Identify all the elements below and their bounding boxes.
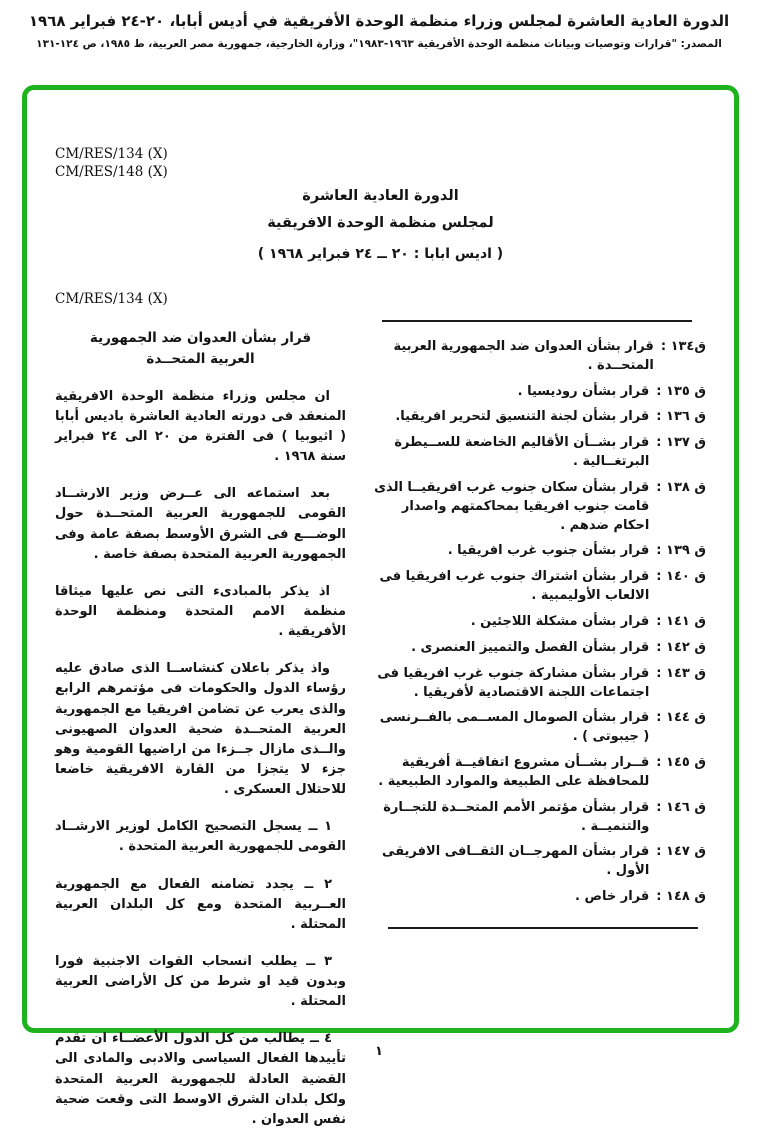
toc-item-143 <box>372 665 706 703</box>
two-column-layout <box>55 316 706 1130</box>
toc-label: ق ١٣٨ : <box>656 479 706 495</box>
toc-item-147 <box>372 843 706 881</box>
resolution-title-line1: قرار بشأن العدوان ضد الجمهورية <box>89 329 312 346</box>
toc-item-139 <box>372 542 706 561</box>
session-date: ( اديس ابابا : ٢٠ ــ ٢٤ فبراير ١٩٦٨ ) <box>257 245 504 262</box>
toc-text: قرار بشــأن الأقاليم الخاضعة للســيطرة البرتغــالية . <box>394 435 650 470</box>
toc-label: ق ١٤٠ : <box>656 569 706 585</box>
page-number: ١ <box>375 1044 383 1059</box>
source-citation: المصدر: "قرارات وتوصيات وبيانات منظمة الوحدة الأفريقية ١٩٦٣-١٩٨٣"، وزارة الخارجية، جمهورية مصر العربية، ط ١٩٨٥، ص ١٢٤-١٣١ <box>36 38 722 50</box>
toc-item-137 <box>372 434 706 472</box>
toc-item-140 <box>372 568 706 606</box>
reference-number-section: CM/RES/134 (X) <box>55 290 168 307</box>
toc-text: قرار بشأن العدوان ضد الجمهورية العربية المتحــدة . <box>393 338 654 373</box>
toc-text: قرار بشأن روديسيا . <box>517 383 650 399</box>
divider-bottom <box>388 927 698 929</box>
toc-label: ق ١٤٨ : <box>656 889 706 905</box>
toc-item-142 <box>372 639 706 658</box>
toc-text: قرار بشأن الصومال المســمى بالفــرنسى ( جيبوتى ) . <box>379 710 650 745</box>
toc-text: قرار بشأن المهرجــان الثقــافى الافريقى الأول . <box>382 844 650 879</box>
toc-label: ق ١٤٤ : <box>656 710 706 726</box>
toc-item-135 <box>372 383 706 402</box>
preamble-paragraph: بعد استماعه الى عــرض وزير الارشــاد القومى للجمهورية العربية المتحــدة حول الوضـــع فى الشرق الأوسط بصفة عامة وفى الجمهورية العربية المتحدة بصفة خاصة . <box>55 486 346 562</box>
toc-label: ق ١٣٦ : <box>656 409 706 425</box>
toc-label: ق ١٤١ : <box>656 613 706 629</box>
reference-cm-res-134: CM/RES/134 (X) <box>55 146 168 162</box>
toc-item-144 <box>372 709 706 747</box>
reference-cm-res-148: CM/RES/148 (X) <box>55 164 168 181</box>
toc-label: ق ١٣٩ : <box>656 543 706 559</box>
toc-label: ق ١٤٦ : <box>656 799 706 815</box>
resolutions-list-column <box>372 316 706 1130</box>
toc-item-145 <box>372 754 706 792</box>
scan-header <box>0 12 758 50</box>
session-header-title: الدورة العادية العاشرة لمجلس وزراء منظمة الوحدة الأفريقية في أديس أبابا، ٢٠-٢٤ فبراير ١٩٦٨ <box>28 12 730 30</box>
toc-text: قرار بشأن سكان جنوب غرب افريقيــا الذى قامت جنوب افريقيا بمحاكمتهم واصدار احكام ضدهم . <box>374 479 650 533</box>
toc-label: ق ١٣٧ : <box>656 435 706 451</box>
toc-text: قرار بشأن لجنة التنسيق لتحرير افريقيا. <box>395 409 650 425</box>
resolution-body-column <box>55 316 346 1130</box>
toc-label: ق ١٤٣ : <box>656 665 706 681</box>
toc-text: قرار بشأن مشكلة اللاجئين . <box>470 613 650 629</box>
toc-label: ق ١٤٢ : <box>656 639 706 655</box>
toc-text: قرار بشأن مؤتمر الأمم المتحــدة للتجــارة والتنميــة . <box>383 799 650 834</box>
toc-item-146 <box>372 799 706 837</box>
toc-label: ق ١٣٥ : <box>656 383 706 399</box>
toc-label: ق ١٤٥ : <box>656 755 706 771</box>
session-title-block <box>55 183 706 235</box>
resolution-title-line2: العربية المتحــدة <box>146 350 255 367</box>
resolution-title <box>55 328 346 370</box>
toc-item-136 <box>372 408 706 427</box>
operative-item-2: ٢ ــ يجدد تضامنه الفعال مع الجمهورية العــربية المتحدة ومع كل البلدان العربية المحتلة . <box>55 876 346 932</box>
operative-item-4: ٤ ــ يطالب من كل الدول الأعضــاء ان تقدم تأييدها الفعال السياسى والادبى والمادى الى القضية العادلة للجمهورية العربية المتحدة ولكل بلدان الشرق الاوسط التى وقعت ضحية نفس العدوان . <box>55 1031 346 1127</box>
session-title-line2: لمجلس منظمة الوحدة الافريقية <box>267 214 494 231</box>
preamble-paragraph: ان مجلس وزراء منظمة الوحدة الافريقية المنعقد فى دورته العادية العاشرة باديس أبابا ( اثيوبيا ) فى الفترة من ٢٠ الى ٢٤ فبراير سنة ١٩٦٨ . <box>55 388 347 465</box>
toc-label: ق١٣٤ : <box>660 338 706 354</box>
toc-item-134 <box>372 338 706 376</box>
reference-numbers-top <box>55 145 706 181</box>
toc-item-141 <box>372 613 706 632</box>
preamble-paragraph: واذ يذكر باعلان كنشاســا الذى صادق عليه رؤساء الدول والحكومات فى مؤتمرهم الرابع والذى يعرب عن تضامن افريقيا مع الجمهورية العربية المتحــدة ضحية العدوان الصهيونى والــذى مازال جــزءا من اراضيها القومية وهو جزء لا يتجزا من القارة الافريقية خاضعا للاحتلال العسكرى . <box>55 661 346 798</box>
toc-text: قرار بشأن الفصل والتمييز العنصرى . <box>411 639 650 655</box>
document-frame <box>22 85 739 1127</box>
toc-text: قــرار بشــأن مشروع اتفاقيــة أفريقية للمحافظة على الطبيعة والموارد الطبيعية . <box>378 755 650 789</box>
toc-label: ق ١٤٧ : <box>656 844 706 860</box>
toc-text: قرار بشأن جنوب غرب افريقيا . <box>447 543 650 559</box>
toc-item-148 <box>372 888 706 907</box>
operative-item-3: ٣ ــ يطلب انسحاب القوات الاجنبية فورا وبدون قيد او شرط من كل الأراضى العربية المحتلة . <box>55 953 346 1010</box>
session-title-line1: الدورة العادية العاشرة <box>302 188 459 205</box>
toc-text: قرار بشأن مشاركة جنوب غرب افريقيا فى اجتماعات اللجنة الاقتصادية لأفريقيا . <box>377 665 650 700</box>
preamble-paragraph: اذ يذكر بالمبادىء التى نص عليها ميثاقا منظمة الامم المتحدة ومنظمة الوحدة الأفريقية . <box>55 583 346 640</box>
toc-text: قرار بشأن اشتراك جنوب غرب افريقيا فى الالعاب الأوليمبية . <box>379 569 650 604</box>
toc-item-138 <box>372 479 706 536</box>
divider-top <box>382 320 692 322</box>
toc-text: قرار خاص . <box>575 889 650 905</box>
operative-item-1: ١ ــ يسجل التصحيح الكامل لوزير الارشــاد القومى للجمهورية العربية المتحدة . <box>55 819 346 855</box>
